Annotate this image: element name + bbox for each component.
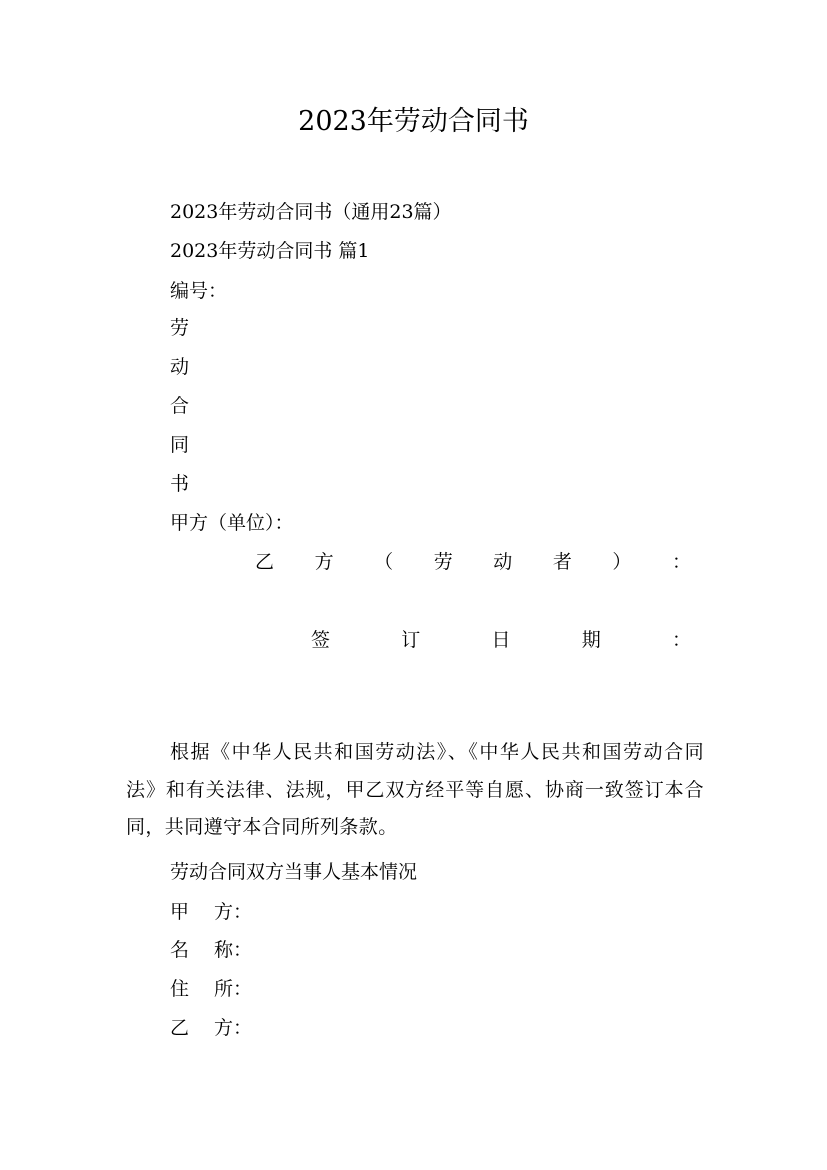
basic-info-heading: 劳动合同双方当事人基本情况 (170, 861, 418, 883)
field-key-suffix: 方： (214, 1017, 253, 1039)
party-b-char: ） (612, 551, 632, 573)
party-b-char: 动 (493, 551, 513, 573)
party-b-char: 者 (552, 551, 572, 573)
party-b-char: ： (671, 551, 691, 573)
party-b-label (255, 549, 691, 575)
field-key-suffix: 所： (214, 978, 253, 1000)
field-party-b (170, 1015, 252, 1041)
sign-date-char: 期 (581, 629, 601, 651)
field-key: 乙 (170, 1017, 190, 1039)
vertical-title-char: 合 (170, 395, 190, 417)
field-key-suffix: 方： (214, 901, 253, 923)
field-key: 甲 (170, 901, 190, 923)
vertical-title-char: 劳 (170, 317, 190, 339)
sign-date-char: 日 (491, 629, 511, 651)
sign-date-char: 签 (311, 629, 331, 651)
party-a-label: 甲方（单位）： (170, 512, 294, 534)
party-b-char: （ (374, 551, 394, 573)
vertical-title-char: 同 (170, 434, 190, 456)
field-name (170, 937, 252, 963)
field-key: 名 (170, 939, 190, 961)
sign-date-label (311, 627, 691, 653)
field-key-suffix: 称： (214, 939, 253, 961)
contract-number-label: 编号： (170, 280, 228, 302)
vertical-title-char: 书 (170, 473, 190, 495)
sign-date-char: 订 (401, 629, 421, 651)
intro-paragraph: 根据《中华人民共和国劳动法》、《中华人民共和国劳动合同法》和有关法律、法规，甲乙双方经平等自愿、协商一致签订本合同，共同遵守本合同所列条款。 (126, 741, 704, 838)
party-b-char: 乙 (255, 551, 275, 573)
vertical-title-char: 动 (170, 356, 190, 378)
document-subtitle: 2023年劳动合同书（通用23篇） (170, 201, 452, 223)
party-b-char: 劳 (433, 551, 453, 573)
field-address (170, 976, 252, 1002)
section-heading: 2023年劳动合同书 篇1 (170, 240, 370, 262)
sign-date-char: ： (671, 629, 691, 651)
field-key: 住 (170, 978, 190, 1000)
field-party-a (170, 899, 252, 925)
document-title: 2023年劳动合同书 (298, 106, 529, 137)
party-b-char: 方 (314, 551, 334, 573)
